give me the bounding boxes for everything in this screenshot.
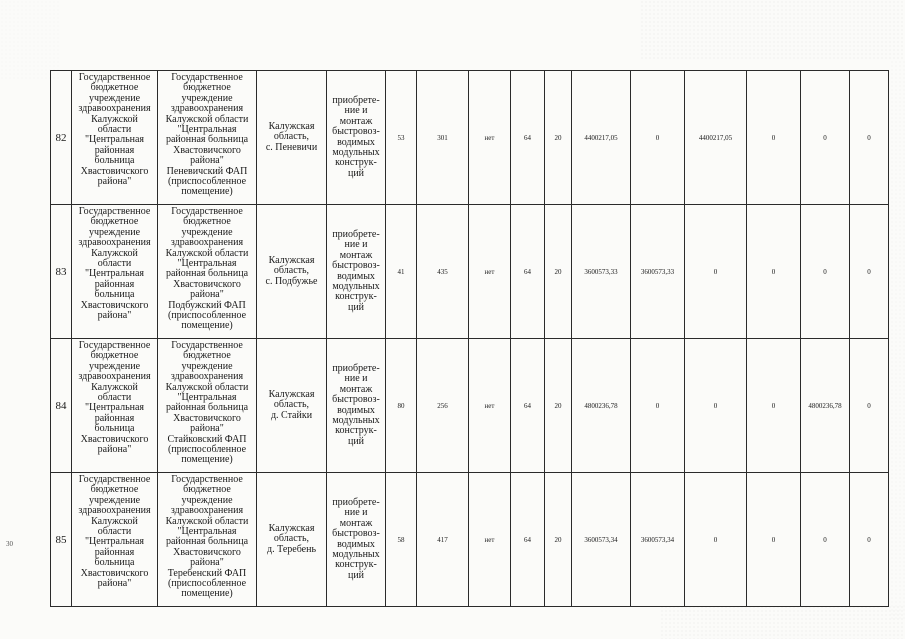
object-line: бюджетное: [183, 216, 231, 228]
scan-noise-top-left: [0, 0, 60, 80]
work-line: ций: [347, 167, 365, 179]
work-line: монтаж: [339, 383, 373, 395]
work-line: приобрете-: [332, 228, 380, 240]
object-line: здравоохранения: [170, 371, 244, 383]
work-line: водимых: [337, 404, 375, 416]
object-cell: [158, 71, 257, 205]
year-1-amount: 3600573,33: [631, 205, 685, 339]
recipient-line: здравоохранения: [78, 237, 151, 249]
work-line: водимых: [337, 538, 375, 550]
object-line: Стайковский ФАП: [167, 433, 247, 445]
work-line: модульных: [332, 146, 380, 158]
recipient-line: здравоохранения: [78, 103, 151, 115]
param-a-value: 64: [511, 71, 545, 205]
location-line: с. Пеневичи: [265, 141, 318, 153]
recipient-line: "Центральная: [84, 402, 145, 414]
location-line: область,: [273, 131, 310, 143]
total-amount: 4400217,05: [572, 71, 631, 205]
distance-value: 256: [417, 339, 469, 473]
area-value: 58: [386, 473, 417, 607]
recipient-line: бюджетное: [90, 484, 139, 496]
work-line: ций: [347, 435, 365, 447]
row-number: 82: [51, 71, 72, 205]
recipient-line: районная: [94, 412, 135, 424]
object-line: учреждение: [181, 360, 233, 372]
funding-table: [50, 70, 889, 607]
recipient-line: Калужской: [91, 381, 138, 393]
year-5-amount: 0: [850, 473, 889, 607]
location-cell: [257, 473, 327, 607]
recipient-line: района": [97, 578, 132, 590]
recipient-line: учреждение: [88, 226, 141, 238]
recipient-line: районная: [94, 546, 135, 558]
recipient-line: Государственное: [78, 206, 151, 217]
location-cell: [257, 205, 327, 339]
work-line: быстровоз-: [332, 528, 380, 540]
object-line: Калужской области: [165, 381, 249, 393]
object-line: здравоохранения: [170, 103, 244, 115]
recipient-line: Государственное: [78, 340, 151, 351]
work-line: ние и: [344, 105, 368, 117]
object-line: помещение): [181, 588, 233, 600]
work-line: модульных: [332, 548, 380, 560]
object-line: Теребенский ФАП: [167, 567, 247, 579]
location-line: Калужская: [268, 254, 315, 266]
recipient-line: Хвастовичского: [80, 165, 149, 177]
table-row: [51, 473, 889, 607]
work-cell: [327, 205, 386, 339]
recipient-line: Хвастовичского: [80, 299, 149, 311]
scan-noise-right-edge: [890, 60, 905, 620]
param-b-value: 20: [545, 473, 572, 607]
work-line: приобрете-: [332, 362, 380, 374]
object-line: учреждение: [181, 494, 233, 506]
location-line: область,: [273, 265, 310, 277]
location-line: д. Стайки: [270, 409, 313, 421]
object-line: (приспособленное: [167, 176, 247, 188]
recipient-line: больница: [94, 155, 135, 167]
availability-value: нет: [469, 205, 511, 339]
recipient-line: Калужской: [91, 515, 138, 527]
area-value: 80: [386, 339, 417, 473]
object-line: Калужской области: [165, 515, 249, 527]
location-line: Калужская: [268, 388, 315, 400]
recipient-line: учреждение: [88, 360, 141, 372]
work-line: монтаж: [339, 249, 373, 261]
object-line: Калужской области: [165, 113, 249, 125]
recipient-line: "Центральная: [84, 268, 145, 280]
year-2-amount: 0: [685, 339, 747, 473]
work-line: приобрете-: [332, 94, 380, 106]
recipient-cell: [72, 71, 158, 205]
object-line: помещение): [181, 454, 233, 466]
distance-value: 417: [417, 473, 469, 607]
recipient-line: района": [97, 310, 132, 322]
param-b-value: 20: [545, 71, 572, 205]
year-3-amount: 0: [747, 339, 801, 473]
recipient-line: бюджетное: [90, 216, 139, 228]
scan-noise-bottom-right: [660, 605, 905, 639]
recipient-line: Калужской: [91, 113, 138, 125]
year-1-amount: 3600573,34: [631, 473, 685, 607]
recipient-line: больница: [94, 557, 135, 569]
object-line: Государственное: [171, 340, 243, 351]
recipient-line: учреждение: [88, 92, 141, 104]
object-line: Государственное: [171, 474, 243, 485]
object-line: "Центральная: [177, 258, 237, 270]
row-number: 83: [51, 205, 72, 339]
object-line: районная больница: [165, 268, 249, 280]
recipient-line: бюджетное: [90, 350, 139, 362]
recipient-line: Хвастовичского: [80, 567, 149, 579]
param-b-value: 20: [545, 339, 572, 473]
object-line: "Центральная: [177, 392, 237, 404]
param-a-value: 64: [511, 339, 545, 473]
year-3-amount: 0: [747, 71, 801, 205]
object-line: учреждение: [181, 92, 233, 104]
recipient-line: бюджетное: [90, 82, 139, 94]
year-5-amount: 0: [850, 205, 889, 339]
work-line: ние и: [344, 239, 368, 251]
object-line: Калужской области: [165, 247, 249, 259]
object-line: Подбужский ФАП: [168, 299, 246, 311]
total-amount: 4800236,78: [572, 339, 631, 473]
recipient-line: учреждение: [88, 494, 141, 506]
object-line: района": [190, 289, 224, 301]
object-line: помещение): [181, 320, 233, 332]
row-number: 85: [51, 473, 72, 607]
recipient-line: районная: [94, 144, 135, 156]
area-value: 41: [386, 205, 417, 339]
work-line: модульных: [332, 414, 380, 426]
year-2-amount: 4400217,05: [685, 71, 747, 205]
location-line: Калужская: [268, 120, 315, 132]
object-line: Хвастовичского: [173, 278, 241, 290]
object-line: (приспособленное: [167, 578, 247, 590]
row-number: 84: [51, 339, 72, 473]
work-line: водимых: [337, 270, 375, 282]
param-a-value: 64: [511, 205, 545, 339]
recipient-line: Хвастовичского: [80, 433, 149, 445]
location-cell: [257, 339, 327, 473]
location-line: с. Подбужье: [265, 275, 318, 287]
scan-noise-top-right: [640, 0, 905, 60]
year-5-amount: 0: [850, 339, 889, 473]
object-line: (приспособленное: [167, 444, 247, 456]
year-3-amount: 0: [747, 473, 801, 607]
object-line: районная больница: [165, 134, 249, 146]
recipient-line: районная: [94, 278, 135, 290]
total-amount: 3600573,33: [572, 205, 631, 339]
work-line: ций: [347, 569, 365, 581]
recipient-cell: [72, 473, 158, 607]
object-line: Пеневичский ФАП: [166, 165, 248, 177]
object-line: районная больница: [165, 536, 249, 548]
table-body: [51, 71, 889, 607]
distance-value: 435: [417, 205, 469, 339]
location-line: область,: [273, 399, 310, 411]
object-line: "Центральная: [177, 124, 237, 136]
location-cell: [257, 71, 327, 205]
location-line: область,: [273, 533, 310, 545]
recipient-line: области: [97, 124, 132, 136]
object-line: бюджетное: [183, 350, 231, 362]
recipient-line: Государственное: [78, 72, 151, 83]
object-line: Хвастовичского: [173, 144, 241, 156]
year-1-amount: 0: [631, 71, 685, 205]
work-line: модульных: [332, 280, 380, 292]
work-line: конструк-: [335, 291, 377, 303]
object-line: бюджетное: [183, 484, 231, 496]
year-5-amount: 0: [850, 71, 889, 205]
work-line: быстровоз-: [332, 394, 380, 406]
year-4-amount: 0: [801, 473, 850, 607]
object-line: района": [190, 557, 224, 569]
year-3-amount: 0: [747, 205, 801, 339]
recipient-cell: [72, 339, 158, 473]
work-line: приобрете-: [332, 496, 380, 508]
distance-value: 301: [417, 71, 469, 205]
work-line: конструк-: [335, 425, 377, 437]
object-cell: [158, 339, 257, 473]
work-line: водимых: [337, 136, 375, 148]
object-line: районная больница: [165, 402, 249, 414]
recipient-line: области: [97, 258, 132, 270]
table-row: [51, 71, 889, 205]
object-line: района": [190, 423, 224, 435]
year-2-amount: 0: [685, 473, 747, 607]
area-value: 53: [386, 71, 417, 205]
object-line: Государственное: [171, 72, 243, 83]
recipient-line: района": [97, 444, 132, 456]
recipient-line: здравоохранения: [78, 505, 151, 517]
param-a-value: 64: [511, 473, 545, 607]
total-amount: 3600573,34: [572, 473, 631, 607]
location-line: Калужская: [268, 522, 315, 534]
work-line: быстровоз-: [332, 260, 380, 272]
year-4-amount: 0: [801, 205, 850, 339]
object-line: здравоохранения: [170, 505, 244, 517]
recipient-cell: [72, 205, 158, 339]
year-4-amount: 0: [801, 71, 850, 205]
work-line: ций: [347, 301, 365, 313]
location-line: д. Теребень: [267, 543, 316, 555]
work-cell: [327, 339, 386, 473]
year-4-amount: 4800236,78: [801, 339, 850, 473]
object-line: "Центральная: [177, 526, 237, 538]
recipient-line: здравоохранения: [78, 371, 151, 383]
recipient-line: "Центральная: [84, 536, 145, 548]
work-line: ние и: [344, 507, 368, 519]
recipient-line: Государственное: [78, 474, 151, 485]
availability-value: нет: [469, 473, 511, 607]
work-line: конструк-: [335, 157, 377, 169]
recipient-line: Калужской: [91, 247, 138, 259]
work-line: монтаж: [339, 517, 373, 529]
object-line: Хвастовичского: [173, 412, 241, 424]
param-b-value: 20: [545, 205, 572, 339]
work-line: конструк-: [335, 559, 377, 571]
recipient-line: больница: [94, 423, 135, 435]
object-line: помещение): [181, 186, 233, 198]
year-2-amount: 0: [685, 205, 747, 339]
availability-value: нет: [469, 339, 511, 473]
object-line: района": [190, 155, 224, 167]
object-cell: [158, 473, 257, 607]
object-line: бюджетное: [183, 82, 231, 94]
table-row: [51, 205, 889, 339]
table-row: [51, 339, 889, 473]
work-line: ние и: [344, 373, 368, 385]
work-cell: [327, 71, 386, 205]
object-cell: [158, 205, 257, 339]
recipient-line: "Центральная: [84, 134, 145, 146]
recipient-line: больница: [94, 289, 135, 301]
work-cell: [327, 473, 386, 607]
recipient-line: района": [97, 176, 132, 188]
object-line: Государственное: [171, 206, 243, 217]
year-1-amount: 0: [631, 339, 685, 473]
work-line: монтаж: [339, 115, 373, 127]
object-line: (приспособленное: [167, 310, 247, 322]
margin-mark: 30: [6, 540, 13, 548]
recipient-line: области: [97, 526, 132, 538]
object-line: учреждение: [181, 226, 233, 238]
recipient-line: области: [97, 392, 132, 404]
object-line: здравоохранения: [170, 237, 244, 249]
availability-value: нет: [469, 71, 511, 205]
object-line: Хвастовичского: [173, 546, 241, 558]
work-line: быстровоз-: [332, 126, 380, 138]
